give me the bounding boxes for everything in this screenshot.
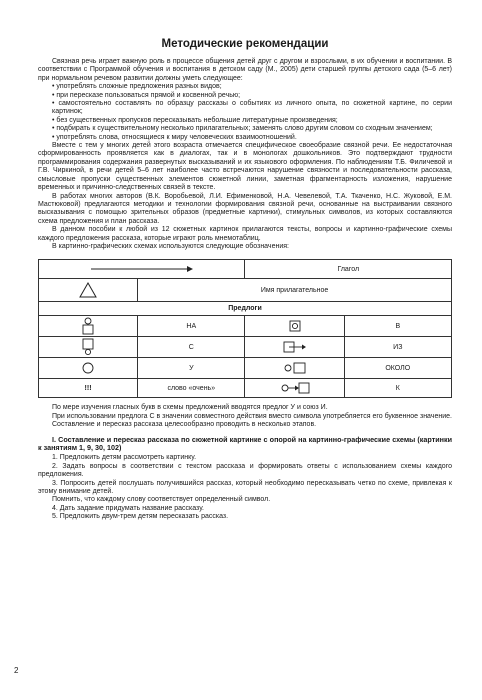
okolo-symbol-cell	[245, 358, 344, 379]
verb-arrow-cell	[39, 260, 245, 279]
bullet-item: • употреблять слова, относящиеся к миру человеческих взаимоотношений.	[52, 133, 297, 141]
step-item: 3. Попросить детей послушать получившийся рассказ, который необходимо пересказывать четко по схеме, привлекая к этому внимание детей.	[38, 479, 452, 495]
paragraph: Вместе с тем у многих детей этого возраста отмечается специфическое своеобразие связной речи. Ее недостаточная сформированность проявляется как в диалогах, так и в монологах дошкольников. Это подтверждают трудности программирования содержания развернутых высказываний и их языкового оформления. По наблюдениям Т.Б. Филичевой и Г.В. Чиркиной, в речи детей 5–6 лет наиболее часто встречаются нарушение связности и последовательности рассказа, смысловые пропуски существенных элементов сюжетной линии, заметная фрагментарность изложения, нарушение временных и причинно-следственных связей в тексте.	[38, 142, 452, 192]
s-symbol-cell	[39, 337, 138, 358]
circle-near-square-icon	[282, 362, 308, 374]
circle-on-square-icon	[81, 317, 95, 335]
u-label: У	[138, 358, 245, 379]
paragraph: В работах многих авторов (В.К. Воробьевой, Л.И. Ефименковой, Н.А. Чевелевой, Т.А. Ткаченко, Н.С. Жуковой, Е.М. Мастюковой) предлагаются методики и технологии формирования связной речи, основанные на выстраивании связного высказывания с помощью зрительных образов (предметные картинки), стимульных символов, из которых составляются схема предложения и план рассказа.	[38, 192, 452, 225]
paragraph-intro: Связная речь играет важную роль в процессе общения детей друг с другом и взрослыми, в их обучении и воспитании. В соответствии с Программой обучения и воспитания в детском саду (М., 2005) дети старшей группы детского сада (5–6 лет) при нормальном речевом развитии должны уметь следующее:	[38, 58, 452, 82]
okolo-label: ОКОЛО	[344, 358, 451, 379]
step-note: Помнить, что каждому слову соответствует определенный символ.	[52, 496, 271, 504]
v-symbol-cell	[245, 316, 344, 337]
exclaim-symbol: !!!	[39, 379, 138, 398]
paragraph: В картинно-графических схемах используются следующие обозначения:	[52, 242, 289, 250]
circle-in-square-icon	[289, 320, 301, 332]
step-item: 4. Дать задание придумать название рассказу.	[52, 504, 204, 512]
paragraph: По мере изучения гласных букв в схемы предложений вводятся предлог У и союз И.	[52, 404, 328, 412]
triangle-icon	[79, 282, 97, 298]
ochen-label: слово «очень»	[138, 379, 245, 398]
prepositions-header: Предлоги	[39, 302, 452, 316]
u-symbol-cell	[39, 358, 138, 379]
page-content	[38, 38, 452, 522]
s-label: С	[138, 337, 245, 358]
na-label: НА	[138, 316, 245, 337]
square-with-circle-icon	[81, 338, 95, 356]
verb-label: Глагол	[245, 260, 452, 279]
legend-table	[38, 259, 452, 398]
bullet-item: • без существенных пропусков пересказывать небольшие литературные произведения;	[52, 116, 338, 124]
adjective-label: Имя прилагательное	[138, 279, 452, 302]
bullet-item: • самостоятельно составлять по образцу рассказы о событиях из личного опыта, по сюжетной картине, по серии картинок;	[52, 100, 452, 116]
bullet-item: • употреблять сложные предложения разных видов;	[52, 83, 222, 91]
v-label: В	[344, 316, 451, 337]
page-title: Методические рекомендации	[161, 38, 329, 50]
paragraph: В данном пособии к любой из 12 сюжетных картинок прилагаются тексты, вопросы и картинно-графические схемы каждого предложения рассказа, которые играют роль мнемотаблиц.	[38, 226, 452, 242]
circle-icon	[81, 361, 95, 375]
na-symbol-cell	[39, 316, 138, 337]
step-item: 5. Предложить двум-трем детям пересказать рассказ.	[52, 513, 229, 521]
page-number: 2	[14, 666, 19, 675]
step-item: 2. Задать вопросы в соответствии с текстом рассказа и формировать ответы с использованием схемы каждого предложения.	[38, 462, 452, 479]
iz-symbol-cell	[245, 337, 344, 358]
bullet-item: • при пересказе пользоваться прямой и косвенной речью;	[52, 91, 241, 99]
iz-label: ИЗ	[344, 337, 451, 358]
bullet-item: • подбирать к существительному несколько прилагательных; заменять слово другим словом со сходным значением;	[52, 125, 433, 133]
k-symbol-cell	[245, 379, 344, 398]
arrow-out-of-square-icon	[283, 341, 307, 353]
arrow-right-icon	[87, 264, 197, 274]
paragraph: Составление и пересказ рассказа целесообразно проводить в несколько этапов.	[52, 421, 317, 429]
k-label: К	[344, 379, 451, 398]
paragraph: При использовании предлога С в значении совместного действия вместо символа употребляется его буквенное значение.	[52, 412, 452, 420]
section-heading: I. Составление и пересказ рассказа по сюжетной картинке с опорой на картинно-графические схемы (картинки к занятиям 1, 9, 30, 102)	[38, 434, 452, 452]
adjective-symbol-cell	[39, 279, 138, 302]
circle-arrow-to-square-icon	[280, 382, 310, 394]
step-item: 1. Предложить детям рассмотреть картинку.	[52, 454, 197, 462]
